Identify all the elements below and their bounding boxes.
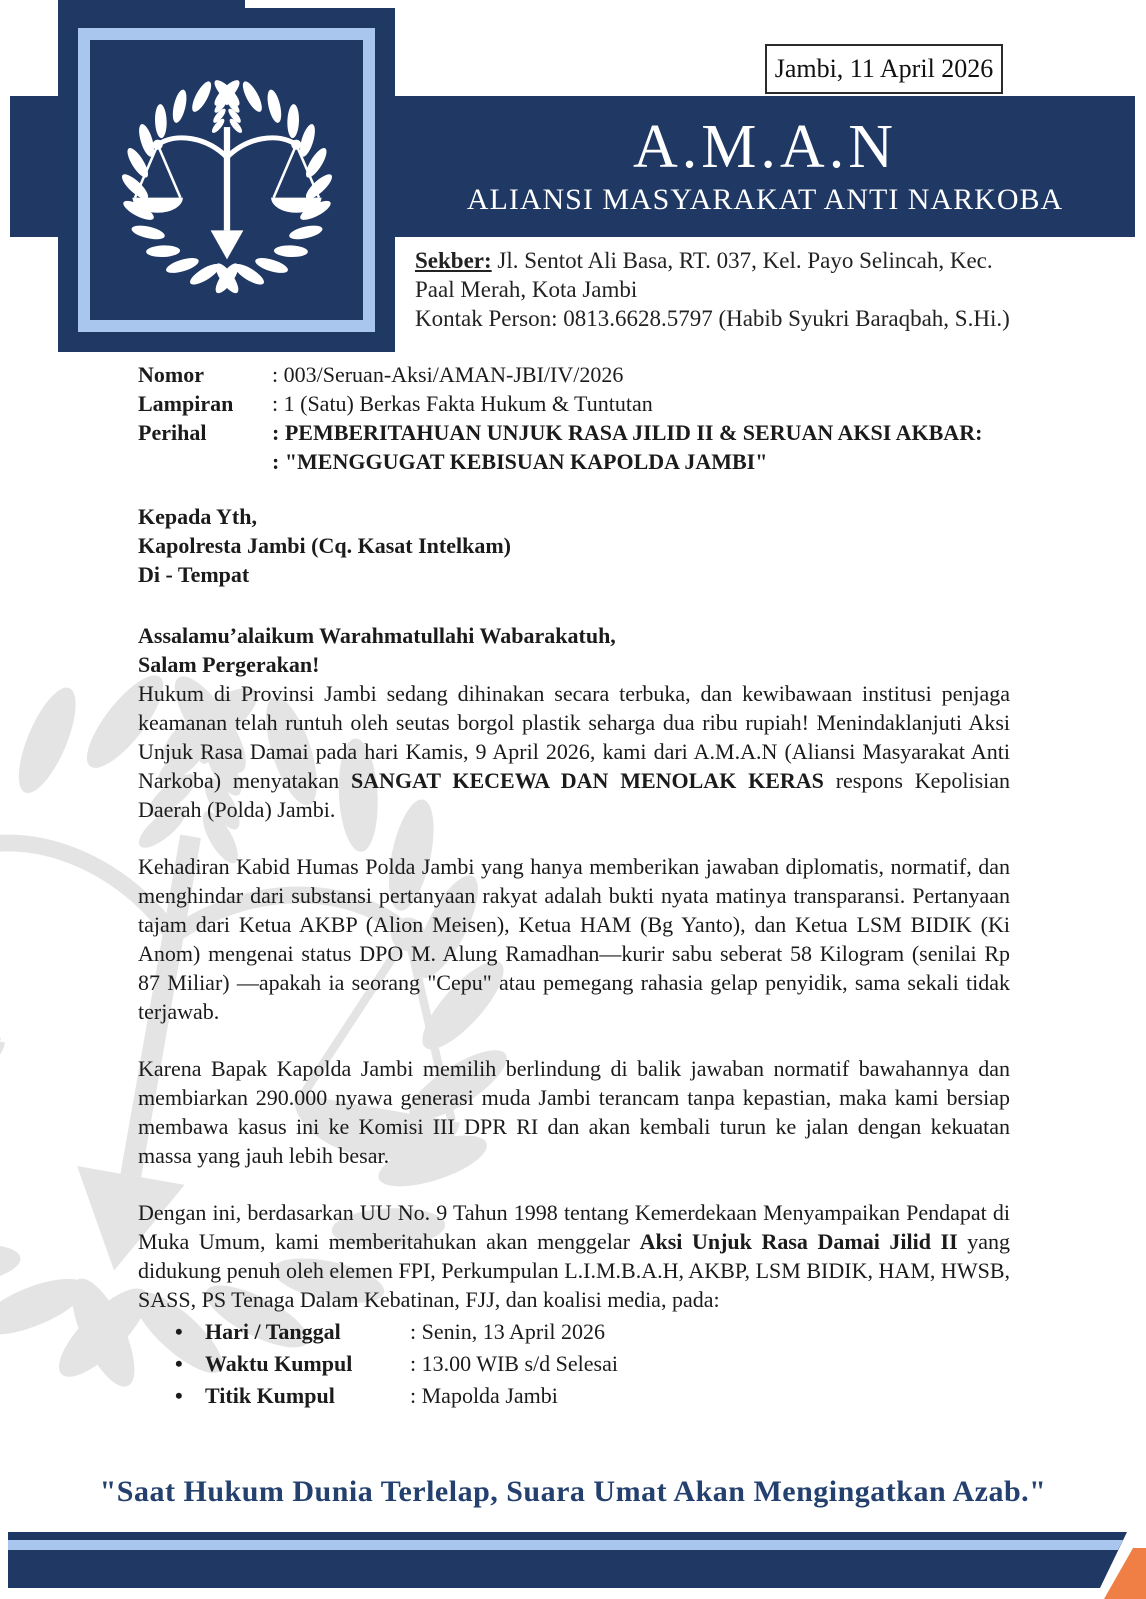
date-box [765,44,1003,94]
paragraph-text: Hukum di Provinsi Jambi sedang dihinakan secara terbuka, dan kewibawaan institusi penjaga keamanan telah runtuh oleh seutas borgol plastik seharga dua ribu rupiah! Menindaklanjuti Aksi Unjuk Rasa Damai pada hari Kamis, 9 April 2026, kami dari A.M.A.N (Aliansi Masyarakat Anti Narkoba) menyatakan [138,681,1010,793]
recipient-line: Kepada Yth, [138,504,257,529]
detail-label: • Hari / Tanggal [205,1319,341,1344]
detail-value: : Senin, 13 April 2026 [410,1319,605,1344]
meta-row-lampiran [138,389,1010,418]
list-item-titik-kumpul [138,1380,1010,1412]
letterhead-title [395,96,1135,237]
org-full-name: ALIANSI MASYARAKAT ANTI NARKOBA [466,183,1064,217]
meta-label: Nomor [138,362,204,387]
salutation-line: Assalamu’alaikum Warahmatullahi Wabarakatuh, [138,623,616,648]
paragraph-text: respons Kepolisian Daerah (Polda) Jambi. [138,768,1011,822]
org-abbreviation: A.M.A.N [633,112,897,181]
meta-label [138,447,272,476]
recipient-line: Di - Tempat [138,562,250,587]
footer-quote: "Saat Hukum Dunia Terlelap, Suara Umat Akan Mengingatkan Azab." [99,1475,1047,1508]
meta-row-perihal [138,418,1010,447]
letter-date: Jambi, 11 April 2026 [774,54,994,83]
salutation-block [138,621,1010,679]
detail-label: • Waktu Kumpul [205,1351,353,1376]
meta-value: : 003/Seruan-Aksi/AMAN-JBI/IV/2026 [272,362,624,387]
logo-frame [78,28,375,332]
scales-of-justice-icon [101,54,353,306]
sekber-label: Sekber: [415,248,492,273]
meta-row-perihal-2 [138,447,1010,476]
detail-value: : 13.00 WIB s/d Selesai [410,1351,618,1376]
meta-value: : "MENGGUGAT KEBISUAN KAPOLDA JAMBI" [272,449,768,474]
detail-value: : Mapolda Jambi [410,1383,558,1408]
salutation-line: Salam Pergerakan! [138,652,320,677]
sekber-address: Jl. Sentot Ali Basa, RT. 037, Kel. Payo Selincah, Kec. Paal Merah, Kota Jambi [415,248,993,302]
paragraph-1 [138,679,1010,824]
paragraph-4 [138,1198,1010,1314]
contact-person: Kontak Person: 0813.6628.5797 (Habib Syukri Baraqbah, S.Hi.) [415,306,1010,331]
meta-label: Perihal [138,420,207,445]
footer-lightblue-stripe [8,1540,1123,1550]
letter-body [138,360,1010,1412]
secretariat-address [415,246,1015,333]
paragraph-text: Dengan ini, berdasarkan UU No. 9 Tahun 1998 tentang Kemerdekaan Menyampaikan Pendapat di Muka Umum, kami memberitahukan akan menggelar [138,1200,1010,1254]
paragraph-text: yang didukung penuh oleh elemen FPI, Perkumpulan L.I.M.B.A.H, AKBP, LSM BIDIK, HAM, HWSB, SASS, PS Tenaga Dalam Kebatinan, FJJ, dan koalisi media, pada: [138,1229,1011,1312]
organization-logo [58,8,395,352]
recipient-line: Kapolresta Jambi (Cq. Kasat Intelkam) [138,533,511,558]
paragraph-bold-text: Aksi Unjuk Rasa Damai Jilid II [639,1229,958,1254]
recipient-block [138,502,1010,589]
meta-row-nomor [138,360,1010,389]
meta-value: : 1 (Satu) Berkas Fakta Hukum & Tuntutan [272,391,653,416]
list-item-waktu-kumpul [138,1348,1010,1380]
paragraph-2: Kehadiran Kabid Humas Polda Jambi yang hanya memberikan jawaban diplomatis, normatif, dan menghindar dari substansi pertanyaan rakyat adalah bukti nyata matinya transparansi. Pertanyaan tajam dari Ketua AKBP (Alion Meisen), Ketua HAM (Bg Yanto), dan Ketua LSM BIDIK (Ki Anom) mengenai status DPO M. Alung Ramadhan—kurir sabu seberat 58 Kilogram (senilai Rp 87 Miliar) —apakah ia seorang "Cepu" atau pemegang rahasia gelap penyidik, sama sekali tidak terjawab. [138,854,1010,1024]
meta-value: : PEMBERITAHUAN UNJUK RASA JILID II & SERUAN AKSI AKBAR: [272,420,983,445]
detail-label: • Titik Kumpul [205,1383,335,1408]
footer-band [0,1532,1146,1599]
meta-label: Lampiran [138,391,234,416]
paragraph-3: Karena Bapak Kapolda Jambi memilih berlindung di balik jawaban normatif bawahannya dan membiarkan 290.000 nyawa generasi muda Jambi terancam tanpa kepastian, maka kami bersiap membawa kasus ini ke Komisi III DPR RI dan akan kembali turun ke jalan dengan kekuatan massa yang jauh lebih besar. [138,1056,1010,1168]
event-details-list [138,1316,1010,1412]
paragraph-bold-text: SANGAT KECEWA DAN MENOLAK KERAS [350,768,824,793]
list-item-hari-tanggal [138,1316,1010,1348]
